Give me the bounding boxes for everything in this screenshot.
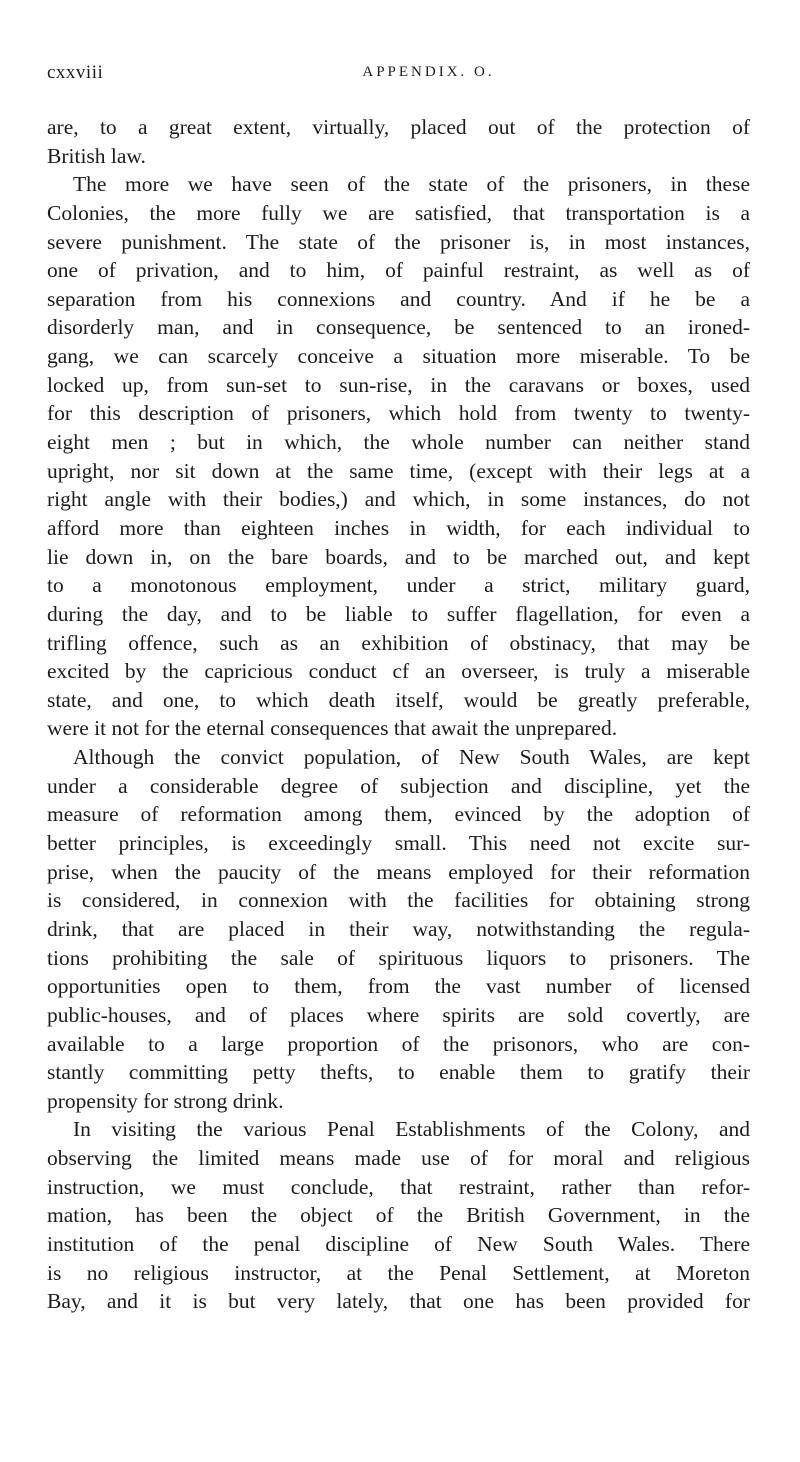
text-line: propensity for strong drink. — [47, 1088, 284, 1113]
text-line: are, to a great extent, virtually, placed out of the protection of — [47, 115, 750, 139]
text-line: is no religious instructor, at the Penal Settlement, at Moreton — [47, 1260, 750, 1285]
text-line: drink, that are placed in their way, notwithstanding the regula- — [47, 916, 750, 941]
page-number: cxxviii — [47, 62, 104, 83]
text-line: The more we have seen of the state of the prisoners, in these — [73, 172, 750, 197]
paragraph — [47, 1115, 750, 1315]
text-line: measure of reformation among them, evinced by the adoption of — [47, 802, 750, 827]
text-line: stantly committing petty thefts, to enable them to gratify their — [47, 1060, 750, 1085]
text-line: Although the convict population, of New South Wales, are kept — [73, 745, 750, 770]
text-line: better principles, is exceedingly small. This need not excite sur- — [47, 831, 750, 856]
paragraph — [47, 170, 750, 743]
text-line: Bay, and it is but very lately, that one has been provided for — [47, 1289, 750, 1314]
text-line: prise, when the paucity of the means employed for their reformation — [47, 859, 750, 884]
text-line: public-houses, and of places where spirits are sold covertly, are — [47, 1002, 750, 1027]
text-line: one of privation, and to him, of painful restraint, as well as of — [47, 258, 750, 283]
text-line: during the day, and to be liable to suffer flagellation, for even a — [47, 601, 750, 626]
text-line: trifling offence, such as an exhibition of obstinacy, that may be — [47, 630, 750, 655]
text-line: to a monotonous employment, under a strict, military guard, — [47, 573, 750, 598]
text-line: British law. — [47, 143, 146, 168]
text-line: locked up, from sun-set to sun-rise, in the caravans or boxes, used — [47, 372, 750, 397]
text-line: disorderly man, and in consequence, be sentenced to an ironed- — [47, 315, 750, 340]
text-line: excited by the capricious conduct cf an overseer, is truly a miserable — [47, 659, 750, 684]
text-line: observing the limited means made use of for moral and religious — [47, 1146, 750, 1171]
paragraph — [47, 743, 750, 1115]
text-line: right angle with their bodies,) and which, in some instances, do not — [47, 487, 750, 512]
running-head — [47, 62, 750, 90]
text-line: is considered, in connexion with the facilities for obtaining strong — [47, 888, 750, 913]
text-line: afford more than eighteen inches in width, for each individual to — [47, 515, 750, 540]
text-line: opportunities open to them, from the vast number of licensed — [47, 974, 750, 999]
text-line: eight men ; but in which, the whole number can neither stand — [47, 430, 750, 455]
text-line: upright, nor sit down at the same time, (except with their legs at a — [47, 458, 750, 483]
text-line: mation, has been the object of the British Government, in the — [47, 1203, 750, 1228]
text-line: were it not for the eternal consequences that await the unprepared. — [47, 716, 618, 741]
text-line: under a considerable degree of subjection and discipline, yet the — [47, 773, 750, 798]
text-line: tions prohibiting the sale of spirituous liquors to prisoners. The — [47, 945, 750, 970]
text-line: severe punishment. The state of the prisoner is, in most instances, — [47, 229, 750, 254]
body-text — [47, 113, 750, 1316]
text-line: institution of the penal discipline of New South Wales. There — [47, 1231, 750, 1256]
text-line: available to a large proportion of the prisonors, who are con- — [47, 1031, 750, 1056]
text-line: state, and one, to which death itself, would be greatly preferable, — [47, 687, 750, 712]
text-line: separation from his connexions and country. And if he be a — [47, 286, 750, 311]
text-line: Colonies, the more fully we are satisfied, that transportation is a — [47, 200, 750, 225]
text-line: instruction, we must conclude, that restraint, rather than refor- — [47, 1174, 750, 1199]
text-line: gang, we can scarcely conceive a situation more miserable. To be — [47, 344, 750, 369]
running-title: APPENDIX. O. — [362, 64, 495, 80]
paragraph — [47, 113, 750, 170]
text-line: In visiting the various Penal Establishments of the Colony, and — [73, 1117, 750, 1142]
text-line: lie down in, on the bare boards, and to be marched out, and kept — [47, 544, 750, 569]
text-line: for this description of prisoners, which hold from twenty to twenty- — [47, 401, 750, 426]
